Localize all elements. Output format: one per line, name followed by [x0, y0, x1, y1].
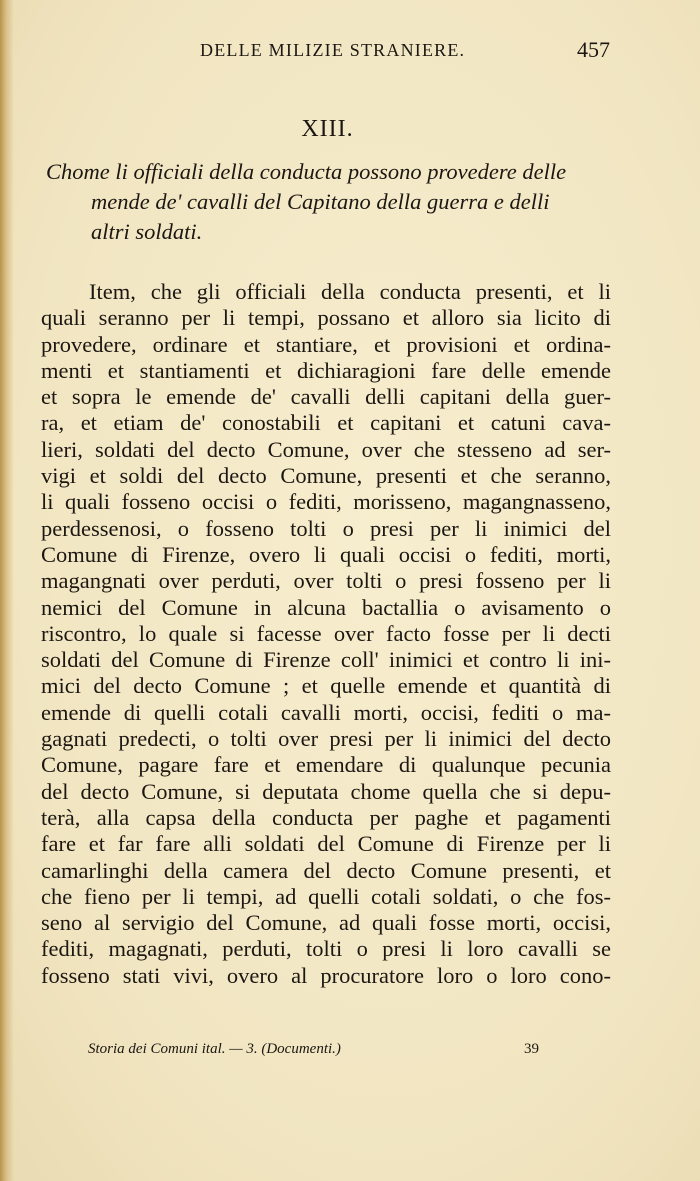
body-line: terà, alla capsa della conducta per paghe et pagamenti: [41, 804, 611, 830]
section-number: XIII.: [301, 116, 354, 142]
subtitle-line: altri soldati.: [91, 219, 203, 244]
page-number: 457: [577, 37, 610, 62]
body-line: ra, et etiam de' conostabili et capitani et catuni cava-: [41, 410, 611, 436]
footer-citation: Storia dei Comuni ital. — 3. (Documenti.): [88, 1041, 341, 1057]
body-line: quali seranno per li tempi, possano et alloro sia licito di: [41, 305, 611, 331]
running-head: DELLE MILIZIE STRANIERE.: [200, 40, 466, 60]
body-line: fosseno stati vivi, overo al procuratore loro o loro cono-: [41, 962, 611, 988]
body-line: emende di quelli cotali cavalli morti, occisi, fediti o ma-: [41, 699, 611, 725]
body-line: che fieno per li tempi, ad quelli cotali soldati, o che fos-: [41, 883, 611, 909]
body-line: gagnati predecti, o tolti over presi per li inimici del decto: [41, 726, 611, 752]
spine-shadow: [0, 0, 14, 1181]
subtitle-line: Chome li officiali della conducta possono provedere delle: [46, 159, 567, 184]
body-line: seno al servigio del Comune, ad quali fosse morti, occisi,: [41, 910, 611, 936]
body-line: perdessenosi, o fosseno tolti o presi per li inimici del: [41, 515, 611, 541]
body-text: [41, 279, 611, 989]
body-line: mici del decto Comune ; et quelle emende et quantità di: [41, 673, 611, 699]
body-line: fare et far fare alli soldati del Comune di Firenze per li: [41, 831, 611, 857]
body-line: del decto Comune, si deputata chome quella che si depu-: [41, 778, 611, 804]
body-line: li quali fosseno occisi o fediti, morisseno, magangnasseno,: [41, 489, 611, 515]
body-line: Comune di Firenze, overo li quali occisi o fediti, morti,: [41, 541, 611, 567]
body-line: Item, che gli officiali della conducta presenti, et li: [89, 279, 611, 304]
body-line: soldati del Comune di Firenze coll' inimici et contro li ini-: [41, 647, 611, 673]
signature-mark: 39: [524, 1041, 539, 1057]
body-line: nemici del Comune in alcuna bactallia o avisamento o: [41, 594, 611, 620]
body-line: lieri, soldati del decto Comune, over che stesseno ad ser-: [41, 436, 611, 462]
subtitle-line: mende de' cavalli del Capitano della guerra e delli: [91, 189, 550, 214]
body-line: vigi et soldi del decto Comune, presenti et che seranno,: [41, 463, 611, 489]
body-line: magangnati over perduti, over tolti o presi fosseno per li: [41, 568, 611, 594]
body-line: et sopra le emende de' cavalli delli capitani della guer-: [41, 384, 611, 410]
body-line: riscontro, lo quale si facesse over facto fosse per li decti: [41, 620, 611, 646]
body-line: provedere, ordinare et stantiare, et provisioni et ordina-: [41, 331, 611, 357]
body-line: fediti, magagnati, perduti, tolti o presi li loro cavalli se: [41, 936, 611, 962]
body-line: Comune, pagare fare et emendare di qualunque pecunia: [41, 752, 611, 778]
section-subtitle: [46, 157, 636, 247]
body-line: menti et stantiamenti et dichiaragioni fare delle emende: [41, 357, 611, 383]
body-line: camarlinghi della camera del decto Comune presenti, et: [41, 857, 611, 883]
